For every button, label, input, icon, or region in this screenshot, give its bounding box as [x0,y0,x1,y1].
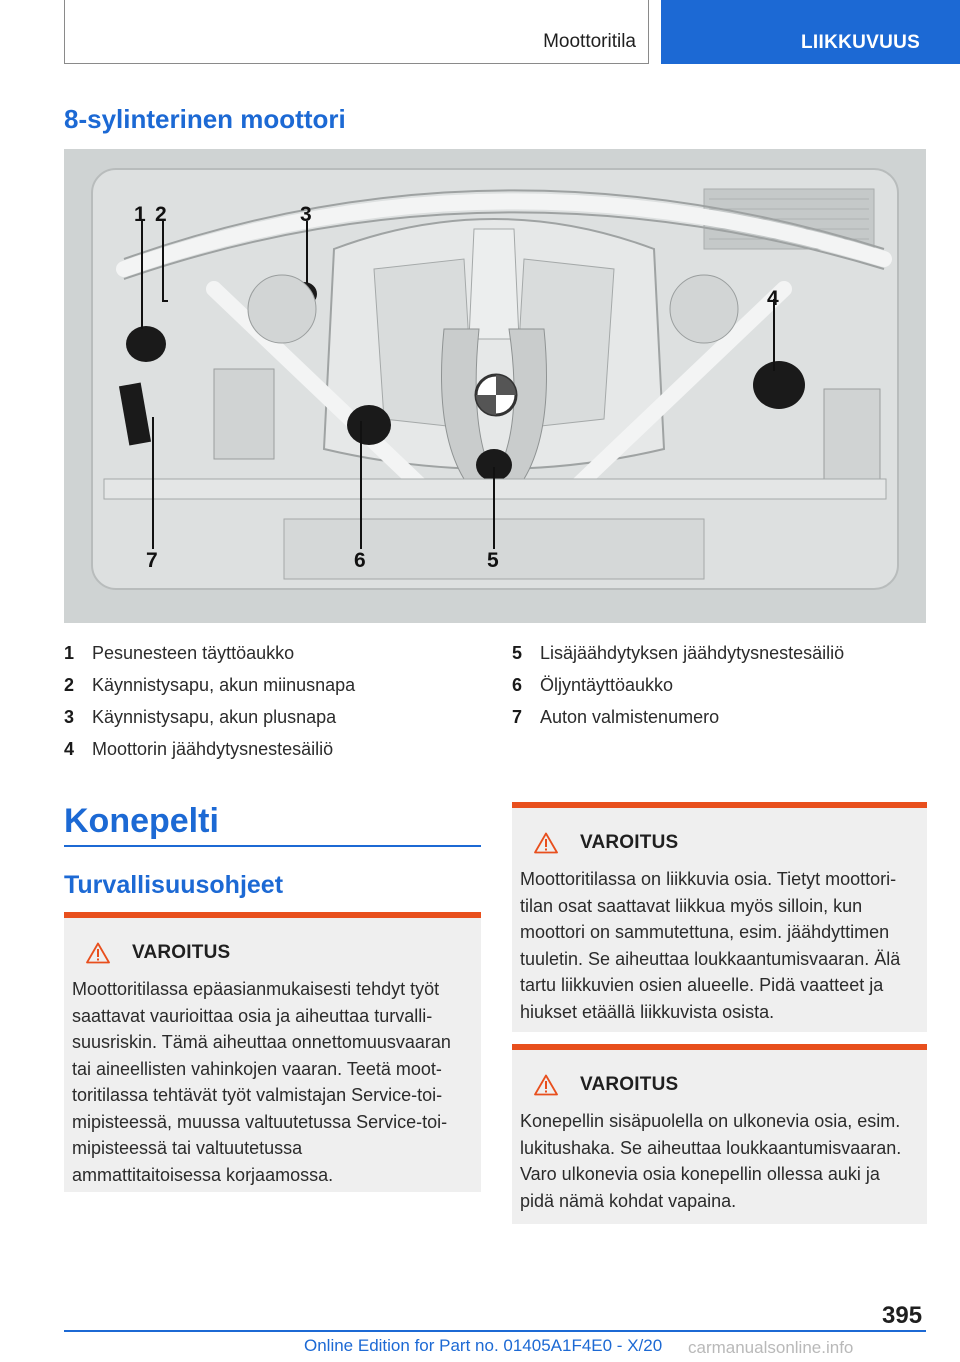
legend-item: 4 Moottorin jäähdytysnestesäiliö [64,738,334,759]
warning-box-improper-work [64,912,481,1192]
legend-item: 1 Pesunesteen täyttöaukko [64,642,295,663]
warning-title: VAROITUS [580,1074,679,1095]
warning-box-protruding-parts [512,1044,927,1224]
page-number: 395 [882,1302,923,1329]
warning-triangle-icon [534,832,558,854]
heading-divider [64,845,481,847]
header-section-title: Moottoritila [543,31,636,52]
callout-7: 7 [146,549,158,572]
warning-title: VAROITUS [580,832,679,853]
header-chapter-tab[interactable] [661,0,960,64]
warning-box-moving-parts [512,802,927,1032]
callout-1: 1 [134,203,146,226]
legend-item: 7 Auton valmistenumero [512,706,720,727]
warning-triangle-icon [86,942,110,964]
legend-item: 6 Öljyntäyttöaukko [512,674,674,695]
footer-divider [64,1330,926,1332]
footer-watermark: carmanualsonline.info [688,1338,854,1357]
hood-heading: Konepelti [64,802,219,840]
safety-subheading: Turvallisuusohjeet [64,871,284,899]
footer-edition: Online Edition for Part no. 01405A1F4E0 - X/20 [304,1336,663,1355]
warning-text: Moottoritilassa on liikkuvia osia. Tietyt moottori- tilan osat saattavat liikkua myös silloin, kun moottori on sammutettuna, esim. jäähdyttimen tuuletin. Se aiheuttaa loukkaantumisvaaran. Älä tartu liikkuvien osien alueelle. Pidä vaatteet ja hiukset etäällä liikkuvista osista. [520,869,901,1022]
legend-column-right [512,637,932,733]
callout-4: 4 [767,287,779,310]
legend-column-left [64,637,484,765]
warning-triangle-icon [534,1074,558,1096]
callout-2: 2 [155,203,167,226]
callout-5: 5 [487,549,499,572]
engine-section-title: 8-sylinterinen moottori [64,104,346,134]
legend-item: 3 Käynnistysapu, akun plusnapa [64,706,337,727]
header-chapter-label: LIIKKUVUUS [801,32,921,53]
header-section-box [64,0,649,64]
callout-6: 6 [354,549,366,572]
warning-text: Konepellin sisäpuolella on ulkonevia osia, esim. lukitushaka. Se aiheuttaa loukkaantumisvaaran. Varo ulkonevia osia konepellin ollessa auki ja pidä nämä kohdat vapaina. [520,1111,902,1211]
warning-text: Moottoritilassa epäasianmukaisesti tehdyt työt saattavat vaurioittaa osia ja aiheuttaa turvalli- suusriskin. Tämä aiheuttaa onnettomuusvaaran tai aineellisten vahinkojen vaaran. Teetä moot- toritilassa tehtävät työt valmistajan Service-toi- mipisteessä, muussa valtuutetussa Service-toi- mipisteessä tai valtuutetussa ammattitaitoisessa korjaamossa. [72,979,451,1185]
legend-item: 2 Käynnistysapu, akun miinusnapa [64,674,356,695]
callout-3: 3 [300,203,312,226]
legend-item: 5 Lisäjäähdytyksen jäähdytysnestesäiliö [512,642,845,663]
engine-bay-illustration [64,149,926,623]
warning-title: VAROITUS [132,942,231,963]
